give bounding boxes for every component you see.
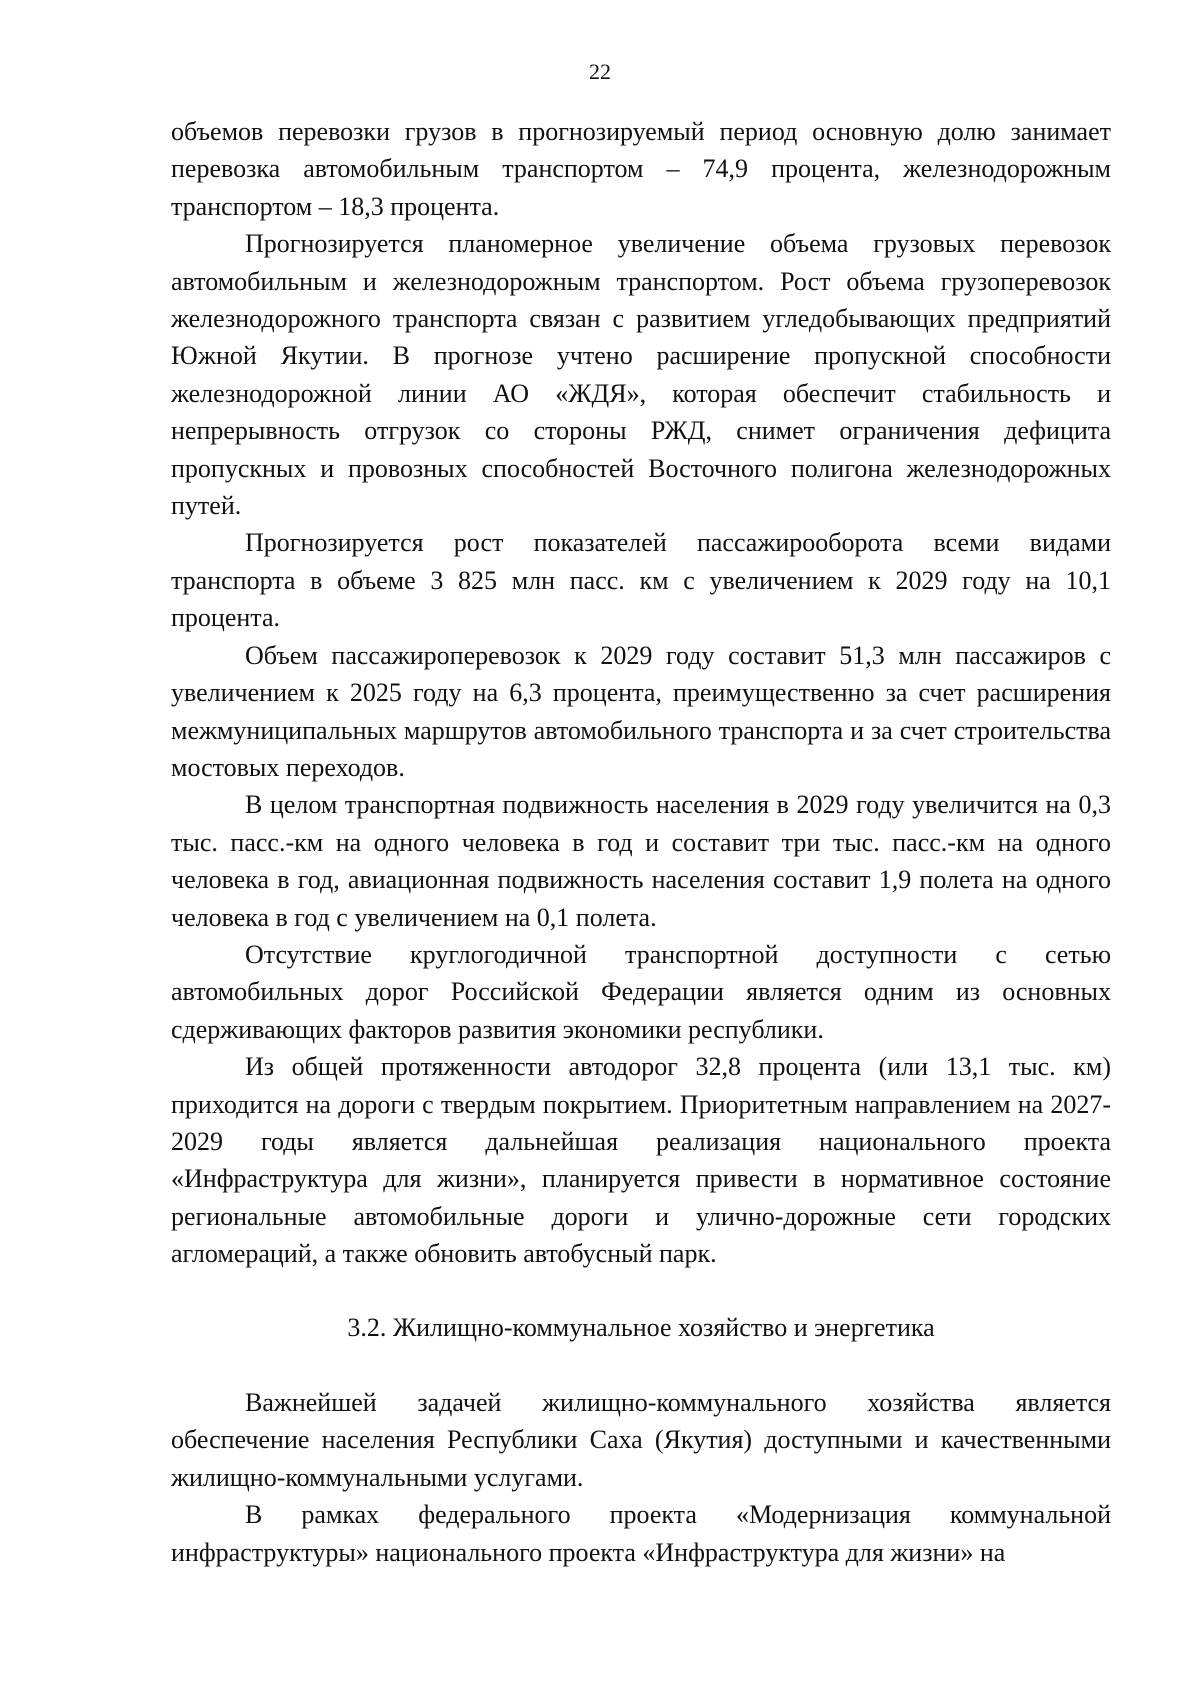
paragraph-transport-mobility: В целом транспортная подвижность населения в 2029 году увеличится на 0,3 тыс. пасс.-км на одного человека в год и составит три тыс. пасс.-км на одного человека в год, авиационная подвижность населения составит 1,9 полета на одного человека в год с увеличением на 0,1 полета. <box>171 790 1111 932</box>
paragraph-freight-growth: Прогнозируется планомерное увеличение объема грузовых перевозок автомобильным и железнодорожным транспортом. Рост объема грузоперевозок железнодорожного транспорта связан с развитием угледобывающих предприятий Южной Якутии. В прогнозе учтено расширение пропускной способности железнодорожной линии АО «ЖДЯ», которая обеспечит стабильность и непрерывность отгрузок со стороны РЖД, снимет ограничения дефицита пропускных и провозных способностей Восточного полигона железнодорожных путей. <box>171 229 1111 521</box>
paragraph-passenger-turnover: Прогнозируется рост показателей пассажирооборота всеми видами транспорта в объеме 3 825 млн пасс. км с увеличением к 2029 году на 10,1 процента. <box>171 528 1111 633</box>
paragraph-federal-project: В рамках федерального проекта «Модернизация коммунальной инфраструктуры» национального проекта «Инфраструктура для жизни» на <box>171 1500 1111 1567</box>
page-number: 22 <box>589 59 611 84</box>
section-heading: 3.2. Жилищно-коммунальное хозяйство и энергетика <box>347 1313 935 1342</box>
transport-section-text <box>171 113 1111 1273</box>
paragraph-housing-task: Важнейшей задачей жилищно-коммунального хозяйства является обеспечение населения Республики Саха (Якутия) доступными и качественными жилищно-коммунальными услугами. <box>171 1388 1111 1492</box>
paragraph-road-network: Из общей протяженности автодорог 32,8 процента (или 13,1 тыс. км) приходится на дороги с твердым покрытием. Приоритетным направлением на 2027-2029 годы является дальнейшая реализация национального проекта «Инфраструктура для жизни», планируется привести в нормативное состояние региональные автомобильные дороги и улично-дорожные сети городских агломераций, а также обновить автобусный парк. <box>171 1052 1111 1269</box>
housing-section-text <box>171 1384 1111 1571</box>
paragraph-continuation: объемов перевозки грузов в прогнозируемый период основную долю занимает перевозка автомобильным транспортом – 74,9 процента, железнодорожным транспортом – 18,3 процента. <box>171 117 1111 221</box>
paragraph-road-accessibility: Отсутствие круглогодичной транспортной доступности с сетью автомобильных дорог Российской Федерации является одним из основных сдерживающих факторов развития экономики республики. <box>171 939 1111 1044</box>
paragraph-passenger-volume: Объем пассажироперевозок к 2029 году составит 51,3 млн пассажиров с увеличением к 2025 году на 6,3 процента, преимущественно за счет расширения межмуниципальных маршрутов автомобильного транспорта и за счет строительства мостовых переходов. <box>171 640 1111 782</box>
